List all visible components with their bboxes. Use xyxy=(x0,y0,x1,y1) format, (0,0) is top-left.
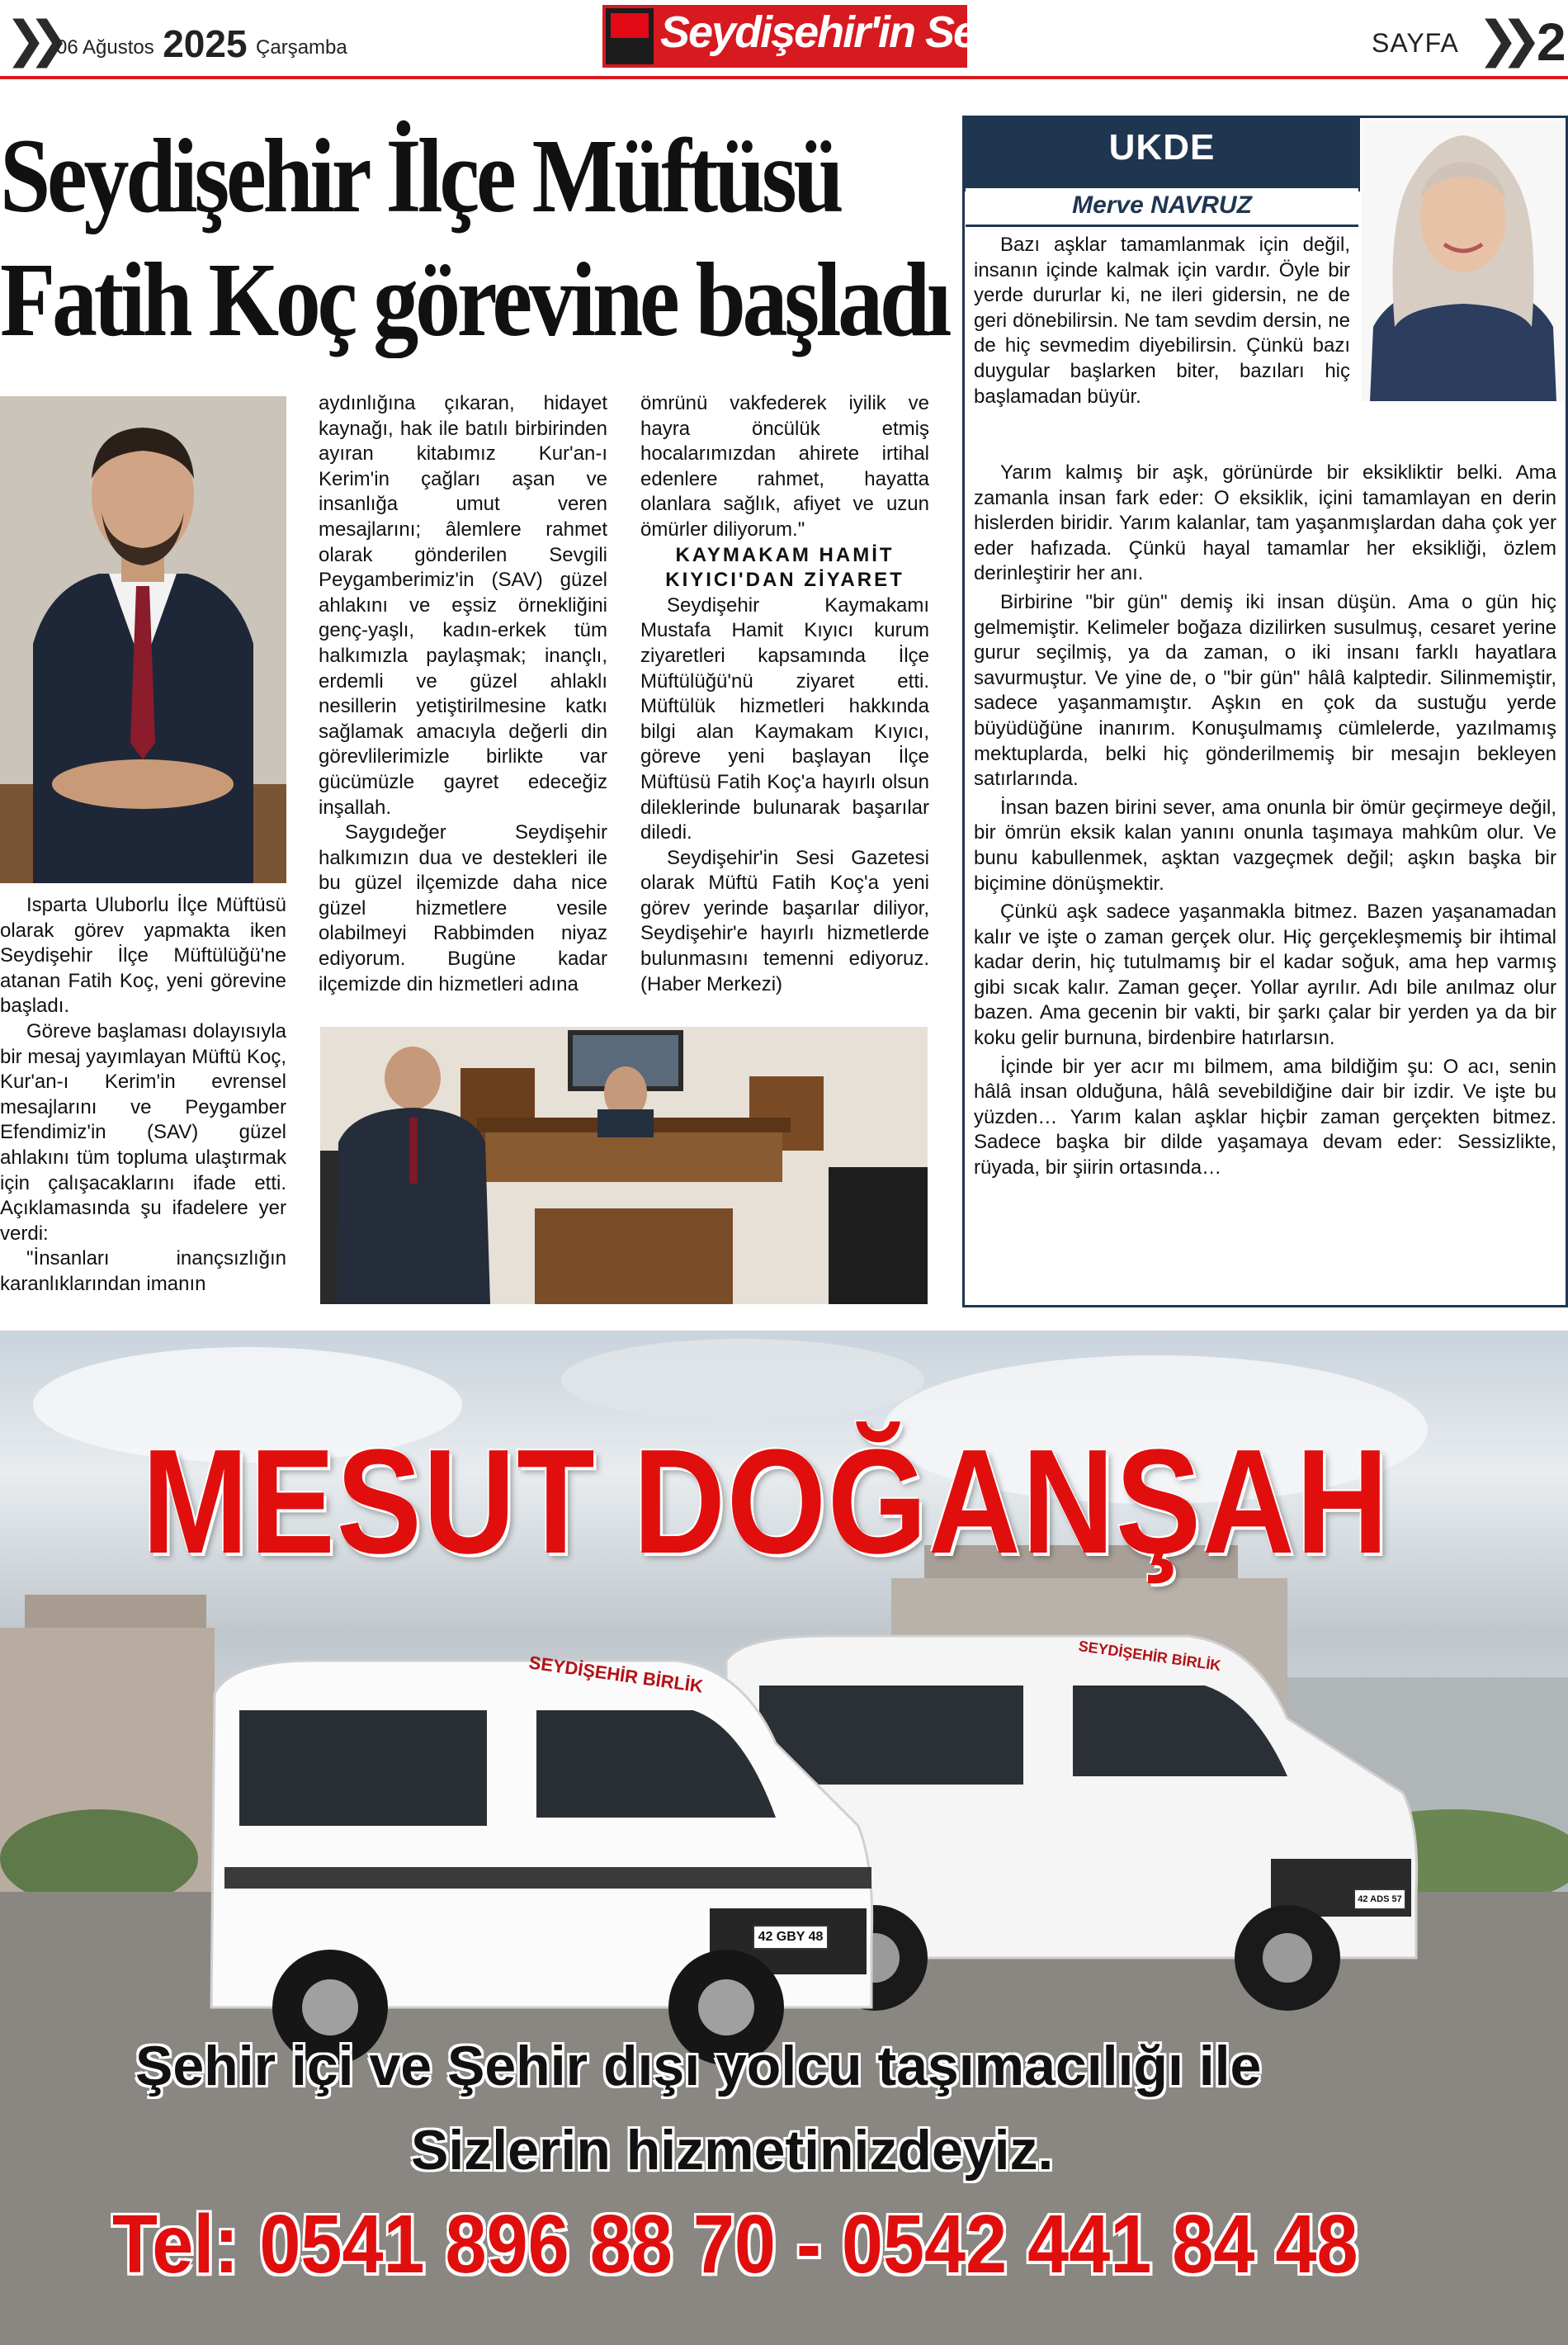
column-title: UKDE xyxy=(1108,127,1216,168)
article-paragraph: Isparta Uluborlu İlçe Müftüsü olarak görev yapmakta iken Seydişehir İlçe Müftülüğü'ne atanan Fatih Koç, yeni görevine başladı. xyxy=(0,894,286,1018)
issue-date xyxy=(56,21,347,66)
column-paragraph: Birbirine "bir gün" demiş iki insan düşün. Ama o gün hiç gelmemiştir. Kelimeler boğaza dizilirken susulmuş, cesaret yerine gurur seçilmiş, ya da zaman, o iki insanı farklı hayatlara savurmuştur. Ve yine de, o "bir gün" hâlâ kalptedir. Silinmemiştir, sadece yaşanmamıştır. Aşkın en çok da sustuğu yerde büyüdüğüne inanırım. Konuşulmamış cümlelerde, yazılmamış mektuplarda, belki hiç gönderilmemiş bir mesajın bekleyen satırlarında. xyxy=(974,590,1556,791)
column-paragraph: Bazı aşklar tamamlanmak için değil, insanın içinde kalmak için vardır. Öyle bir yerde dururlar ki, ne ileri gidersin, ne de geri dönebilirsin. Ne tam sevdim dersin, ne de hiç sevmedim diyebilirsin. Çünkü bazı duygular başlarken biter, bazıları hiç başlamadan büyür. xyxy=(974,234,1350,408)
column-intro xyxy=(974,233,1350,409)
column-paragraph: Çünkü aşk sadece yaşanmakla bitmez. Bazen yaşanamadan kalır ve işte o zaman gerçek olur. Hiç gerçekleşmemiş bir ihtimal kadar derin, hiç tutulmamış bir el kadar soğuk, ama hep varmış gibi sıcak kalır. Zaman geçer. Yollar ayrılır. Adı bile anılmaz olur bazen. Ama gecenin bir vakti, bir şarkı çalar bir yerden ya da bir koku gelir burnuna, birdenbire hatırlarsın. xyxy=(974,901,1556,1050)
column-paragraph: İnsan bazen birini sever, ama onunla bir ömür geçirmeye değil, bir ömrün eksik kalan yanını onunla taşımaya mahkûm olur. Ve bunu kabullenmek, aşktan vazgeçmek değil; aşkın başka bir biçimine dönüşmektir. xyxy=(974,796,1556,895)
column-body xyxy=(974,461,1556,1181)
article-column-3 xyxy=(640,391,929,997)
date-year: 2025 xyxy=(163,22,248,65)
article-paragraph: Seydişehir Kaymakamı Mustafa Hamit Kıyıcı kurum ziyaretleri kapsamında İlçe Müftülüğü'nü ziyaret etti. Müftülük hizmetleri hakkında bilgi alan Kaymakam Kıyıcı, göreve yeni başlayan İlçe Müftüsü Fatih Koç'a hayırlı olsun dileklerinde bulunarak başarılar diledi. xyxy=(640,593,929,844)
ad-service-line2: Sizlerin hizmetinizdeyiz. xyxy=(411,2119,1054,2182)
author-illustration xyxy=(1362,121,1565,401)
chevron-right-icon: ❯❯ xyxy=(1477,11,1524,69)
page-header xyxy=(0,0,1568,76)
article-subheading xyxy=(640,543,929,593)
column-author: Merve NAVRUZ xyxy=(1072,191,1252,219)
headline-line1: Seydişehir İlçe Müftüsü xyxy=(0,117,841,234)
van-brand-label: SEYDİŞEHİR BİRLİK xyxy=(1077,1637,1222,1675)
ad-company-name: MESUT DOĞANŞAH xyxy=(142,1419,1390,1585)
chevron-right-icon: ❯❯ xyxy=(5,11,52,69)
header-divider xyxy=(0,76,1568,79)
article-column-1 xyxy=(0,893,286,1298)
office-visit-photo xyxy=(320,1027,928,1304)
transport-advertisement[interactable] xyxy=(0,1331,1568,2345)
article-paragraph: Saygıdeğer Seydişehir halkımızın dua ve destekleri ile bu güzel ilçemizde daha nice güzel hizmetlere vesile olabilmeyi Rabbimden niyaz ediyorum. Bugüne kadar ilçemizde din hizmetleri adına xyxy=(319,821,607,995)
van-brand-label: SEYDİŞEHİR BİRLİK xyxy=(527,1652,705,1697)
article-headline xyxy=(0,114,949,362)
column-paragraph: Yarım kalmış bir aşk, görünürde bir eksikliktir belki. Ama zamanla insan fark eder: O eksiklik, içini tamamlayan en derin hislerden biridir. Yarım kalanlar, tam yaşanmışlardan daha çok yer eder hafızada. Çünkü hayal tamamlar her eksikliği, özlem derinleştirir her anı. xyxy=(974,461,1556,585)
author-photo xyxy=(1362,121,1565,401)
masthead-title: Seydişehir'in Sesi xyxy=(660,7,1011,57)
article-column-2 xyxy=(319,391,607,997)
page-label: SAYFA xyxy=(1372,28,1459,58)
article-paragraph: Seydişehir'in Sesi Gazetesi olarak Müftü Fatih Koç'a yeni görev yerinde başarılar diliyor, Seydişehir'e hayırlı hizmetlerde bulunmasını temenni ediyoruz. (Haber Merkezi) xyxy=(640,846,929,995)
page-number: 2 xyxy=(1537,12,1566,72)
article-paragraph: ömrünü vakfederek iyilik ve hayra öncülük etmiş hocalarımızdan ahirete irtihal edenlere rahmet, hayatta olanlara sağlık, afiyet ve uzun ömürler diliyorum." xyxy=(640,392,929,541)
subheading-line1: KAYMAKAM HAMİT xyxy=(675,543,895,566)
headline-line2: Fatih Koç görevine başladı xyxy=(0,241,949,358)
license-plate: 42 GBY 48 xyxy=(753,1925,829,1950)
article-paragraph: aydınlığına çıkaran, hidayet kaynağı, hak ile batılı birbirinden ayıran kitabımız Kur'an-ı Kerim'in çağları aşan ve insanlığa umut veren mesajlarını; âlemlere rahmet olarak gönderilen Sevgili Peygamberimiz'in (SAV) güzel ahlakını ve eşsiz örnekliğini genç-yaşlı, kadın-erkek tüm halkımızla paylaşmak; inançlı, erdemli ve güzel ahlaklı nesillerin yetiştirilmesine katkı sağlamak amacıyla değerli din görevlilerimizle birlikte var gücümüzle gayret edeceğiz inşallah. xyxy=(319,392,607,819)
ad-service-line1: Şehir içi ve Şehir dışı yolcu taşımacılığı ile xyxy=(135,2035,1262,2097)
flag-logo-icon xyxy=(606,8,654,64)
newspaper-masthead[interactable] xyxy=(602,5,1011,68)
office-illustration xyxy=(320,1027,928,1304)
column-title-bar xyxy=(964,117,1360,191)
article-paragraph: Göreve başlaması dolayısıyla bir mesaj yayımlayan Müftü Koç, Kur'an-ı Kerim'in evrensel mesajlarını ve Peygamber Efendimiz'in (SAV) güzel ahlakını tüm topluma ulaştırmak için çalışacaklarını ifade etti. Açıklamasında şu ifadelere yer verdi: xyxy=(0,1019,286,1245)
ad-phone-numbers[interactable]: Tel: 0541 896 88 70 - 0542 441 84 48 xyxy=(112,2198,1358,2291)
article-paragraph: "İnsanları inançsızlığın karanlıklarından imanın xyxy=(0,1247,286,1295)
date-day-month: 06 Ağustos xyxy=(56,36,154,59)
mufti-portrait-photo xyxy=(0,396,286,883)
subheading-line2: KIYICI'DAN ZİYARET xyxy=(665,569,904,592)
license-plate: 42 ADS 57 xyxy=(1353,1889,1406,1910)
date-weekday: Çarşamba xyxy=(256,36,347,59)
portrait-illustration xyxy=(0,396,286,883)
author-bar xyxy=(966,188,1358,227)
column-paragraph: İçinde bir yer acır mı bilmem, ama bildiğim şu: O acı, senin hâlâ insan olduğuna, hâlâ sevebildiğine dair bir izdir. Ve işte bu yüzden… Yarım kalan aşklar hiçbir zaman gerçekten bitmez. Sadece başka bir dilde yaşamaya devam eder: Sessizlikte, rüyada, bir şiirin ortasında… xyxy=(974,1055,1556,1180)
